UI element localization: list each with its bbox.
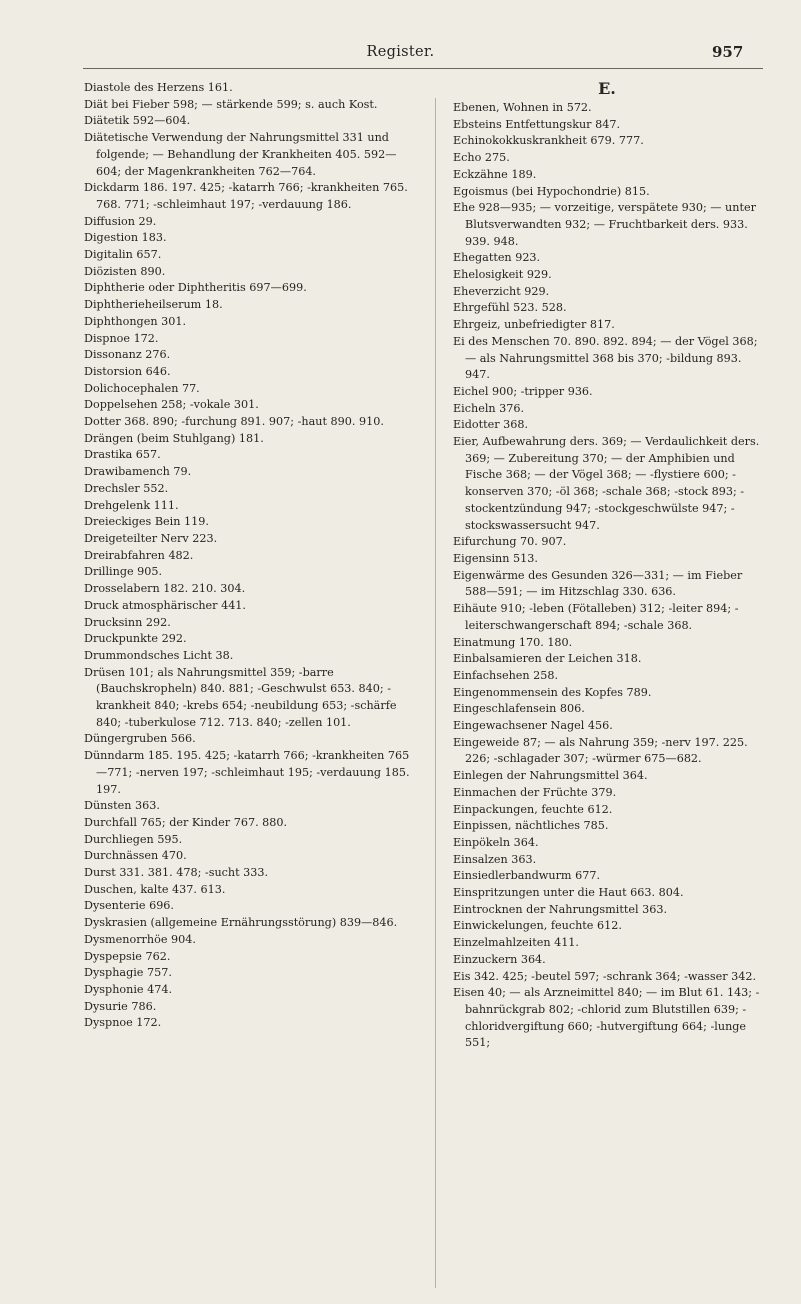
index-entry: Durchliegen 595. [84,832,183,846]
index-entry: Dyskrasien (allgemeine Ernährungsstörung) 839—846. [84,916,398,930]
index-entry: Dolichocephalen 77. [84,381,200,395]
column-divider [435,98,436,1288]
index-entry: Dissonanz 276. [84,348,171,362]
index-entry: Einbalsamieren der Leichen 318. [453,652,642,666]
index-entry: Distorsion 646. [84,364,171,378]
index-entry: Durchfall 765; der Kinder 767. 880. [84,815,288,829]
index-entry: Eintrocknen der Nahrungsmittel 363. [453,902,668,916]
page-title: Register. [366,44,435,60]
index-entry: Ehegatten 923. [453,251,541,265]
index-entry: Drüsen 101; als Nahrungsmittel 359; -barre (Bauchskropheln) 840. 881; -Geschwulst 653. 840; -krankheit 840; -krebs 654; -neubildung 653; -schärfe 840; -tuberkulose 712. 713. 840; -zellen 101. [84,665,397,729]
index-entry: Egoismus (bei Hypochondrie) 815. [453,184,650,198]
index-entry: Eier, Aufbewahrung ders. 369; — Verdaulichkeit ders. 369; — Zubereitung 370; — der Amphibien und Fische 368; — der Vögel 368; — -flystiere 600; -konserven 370; -öl 368; -schale 368; -stock 893; -stockentzündung 947; -stockgeschwülste 947; -stockswassersucht 947. [453,435,760,532]
right-column [453,80,761,1052]
index-entry: Einzuckern 364. [453,952,546,966]
section-letter-e: E. [598,79,616,98]
index-entry: Eis 342. 425; -beutel 597; -schrank 364; -wasser 342. [453,969,757,983]
index-entry: Digestion 183. [84,231,167,245]
index-entry: Eifurchung 70. 907. [453,535,567,549]
index-entry: Eingewachsener Nagel 456. [453,719,613,733]
index-entry: Eingeschlafensein 806. [453,702,585,716]
index-entry: Diät bei Fieber 598; — stärkende 599; s. auch Kost. [84,97,378,111]
index-entry: Eichel 900; -tripper 936. [453,384,593,398]
index-entry: Digitalin 657. [84,248,162,262]
index-entry: Einfachsehen 258. [453,668,559,682]
index-entry: Dünndarm 185. 195. 425; -katarrh 766; -krankheiten 765—771; -nerven 197; -schleimhaut 195; -verdauung 185. 197. [84,749,410,796]
index-entry: Echo 275. [453,151,510,165]
index-entry: Einatmung 170. 180. [453,635,573,649]
index-entry: Drosselabern 182. 210. 304. [84,582,246,596]
index-entry: Dispnoe 172. [84,331,159,345]
index-entry: Drillinge 905. [84,565,163,579]
index-entry: Eihäute 910; -leben (Fötalleben) 312; -leiter 894; -leiterschwangerschaft 894; -schale 368. [453,602,739,632]
index-entry: Einlegen der Nahrungsmittel 364. [453,769,648,783]
header-rule [83,68,763,69]
index-entry: Eisen 40; — als Arzneimittel 840; — im Blut 61. 143; -bahnrückgrab 802; -chlorid zum Blutstillen 639; -chloridvergiftung 660; -hutvergiftung 664; -lunge 551; [453,986,760,1050]
index-entry: Diphtherieheilserum 18. [84,298,223,312]
index-entry: Diphthongen 301. [84,314,187,328]
index-entry: Drummondsches Licht 38. [84,648,234,662]
index-entry: Doppelsehen 258; -vokale 301. [84,398,259,412]
index-entry: Dysphagie 757. [84,966,172,980]
index-entry: Einsalzen 363. [453,852,537,866]
index-entry: Drehgelenk 111. [84,498,179,512]
index-entry: Dreirabfahren 482. [84,548,194,562]
index-entry: Diätetische Verwendung der Nahrungsmittel 331 und folgende; — Behandlung der Krankheiten 405. 592—604; der Magenkrankheiten 762—764. [84,131,397,178]
index-entry: Ehe 928—935; — vorzeitige, verspätete 930; — unter Blutsverwandten 932; — Fruchtbarkeit ders. 933. 939. 948. [453,201,756,248]
index-entry: Eheverzicht 929. [453,284,550,298]
index-entry: Diözisten 890. [84,264,166,278]
index-entry: Echinokokkuskrankheit 679. 777. [453,134,644,148]
index-entry: Ehrgefühl 523. 528. [453,301,567,315]
left-column [84,80,417,1032]
index-entry: Dünsten 363. [84,799,160,813]
index-entry: Duschen, kalte 437. 613. [84,882,226,896]
index-entry: Eckzähne 189. [453,167,537,181]
index-entry: Ebenen, Wohnen in 572. [453,101,592,114]
index-entry: Drucksinn 292. [84,615,171,629]
index-entry: Dysurie 786. [84,999,157,1013]
index-entry: Eigensinn 513. [453,551,538,565]
index-entry: Eingeweide 87; — als Nahrung 359; -nerv 197. 225. 226; -schlagader 307; -würmer 675—682. [453,735,748,766]
index-entry: Dyspepsie 762. [84,949,171,963]
index-entry: Druck atmosphärischer 441. [84,598,246,612]
index-entry: Einpökeln 364. [453,835,539,849]
index-entry: Eigenwärme des Gesunden 326—331; — im Fieber 588—591; — im Hitzschlag 330. 636. [453,568,743,599]
index-entry: Einspritzungen unter die Haut 663. 804. [453,886,684,900]
index-entry: Düngergruben 566. [84,732,196,746]
index-entry: Ei des Menschen 70. 890. 892. 894; — der Vögel 368; — als Nahrungsmittel 368 bis 370; -bildung 893. 947. [453,334,758,382]
index-entry: Einzelmahlzeiten 411. [453,936,579,950]
index-entry: Durst 331. 381. 478; -sucht 333. [84,866,269,880]
index-entry: Diastole des Herzens 161. [84,81,233,94]
index-entry: Drängen (beim Stuhlgang) 181. [84,431,264,445]
index-entry: Dysenterie 696. [84,899,174,913]
right-entries [453,100,761,1052]
index-entry: Diätetik 592—604. [84,114,191,128]
index-entry: Eicheln 376. [453,401,525,415]
index-entry: Dyspnoe 172. [84,1016,162,1030]
index-entry: Ebsteins Entfettungskur 847. [453,117,620,131]
index-entry: Einwickelungen, feuchte 612. [453,919,622,933]
index-entry: Diffusion 29. [84,214,157,228]
page-number: 957 [712,43,744,61]
index-entry: Drechsler 552. [84,481,169,495]
index-entry: Dreieckiges Bein 119. [84,515,209,529]
index-entry: Dysmenorrhöe 904. [84,932,196,946]
index-entry: Eingenommensein des Kopfes 789. [453,685,652,699]
index-entry: Einpackungen, feuchte 612. [453,802,613,816]
index-entry: Eidotter 368. [453,418,529,432]
index-entry: Durchnässen 470. [84,849,187,863]
index-entry: Einmachen der Früchte 379. [453,785,617,799]
index-entry: Dreigeteilter Nerv 223. [84,531,218,545]
index-entry: Ehelosigkeit 929. [453,268,552,282]
index-entry: Ehrgeiz, unbefriedigter 817. [453,318,615,332]
index-entry: Einpissen, nächtliches 785. [453,819,609,833]
index-entry: Einsiedlerbandwurm 677. [453,869,600,883]
index-entry: Dickdarm 186. 197. 425; -katarrh 766; -krankheiten 765. 768. 771; -schleimhaut 197; -verdauung 186. [84,181,408,211]
index-entry: Drawibamench 79. [84,465,192,479]
index-entry: Drastika 657. [84,448,161,462]
index-entry: Druckpunkte 292. [84,632,187,646]
index-entry: Dotter 368. 890; -furchung 891. 907; -haut 890. 910. [84,415,384,429]
index-entry: Dysphonie 474. [84,982,173,996]
index-entry: Diphtherie oder Diphtheritis 697—699. [84,281,307,295]
